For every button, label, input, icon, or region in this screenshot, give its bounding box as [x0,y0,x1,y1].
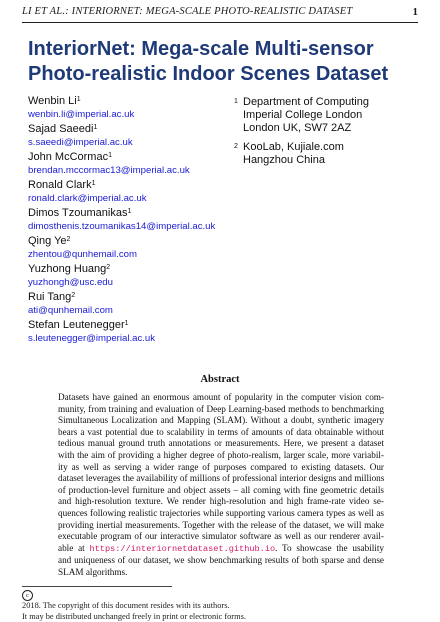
author-email[interactable]: ati@qunhemail.com [28,304,238,317]
author-entry [28,234,238,262]
author-name: Rui Tang$^2$ [28,290,238,304]
dataset-link[interactable]: https://interiornetdataset.github.io [89,544,275,554]
author-name: Yuzhong Huang$^2$ [28,262,238,276]
author-entry [28,178,238,206]
header-rule [22,22,418,23]
author-entry [28,150,238,178]
abstract-line: executable program of our interactive simulator software as well as our renderer avail- [58,531,384,543]
author-entry [28,206,238,234]
abstract-line: ity as well as serving a wider range of purposes compared to existing datasets. Our [58,462,384,474]
author-name: Dimos Tzoumanikas$^1$ [28,206,238,220]
abstract-line: of production-level furniture and object assets – all coming with fine geometric details [58,485,384,497]
author-name: Qing Ye$^2$ [28,234,238,248]
abstract-link-line: able at https://interiornetdataset.github.io. To showcase the usability [58,543,384,556]
author-email[interactable]: brendan.mccormac13@imperial.ac.uk [28,164,238,177]
abstract-heading: Abstract [0,374,440,385]
affiliation-2: 2 KooLab, Kujiale.com Hangzhou China [234,141,424,167]
abstract-line: tedious manual ground truth annotations or measurements. Here, we present a dataset [58,438,384,450]
author-email[interactable]: wenbin.li@imperial.ac.uk [28,108,238,121]
author-name: Wenbin Li$^1$ [28,94,238,108]
author-list [28,94,238,346]
author-entry [28,290,238,318]
abstract-line: with the aim of providing a higher degree of photo-realism, larger scale, more variabil- [58,450,384,462]
copyright-footer [22,590,246,622]
title-line-1: InteriorNet: Mega-scale Multi-sensor [28,37,428,62]
author-name: Stefan Leutenegger$^1$ [28,318,238,332]
abstract-body [58,392,384,579]
abstract-line: bears a vast potential due to scalability in terms of amounts of data obtainable without [58,427,384,439]
abstract-line: Datasets have gained an enormous amount of popularity in the computer vision com- [58,392,384,404]
author-email[interactable]: yuzhongh@usc.edu [28,276,238,289]
copyright-line: c 2018. The copyright of this document resides with its authors. [22,590,246,612]
abstract-line: providing inertial measurements. Together with the release of the dataset, we will make [58,520,384,532]
author-email[interactable]: s.leutenegger@imperial.ac.uk [28,332,238,345]
abstract-line: dataset leverages the availability of millions of professional interior designs and millions [58,473,384,485]
footnote-rule [22,586,172,587]
author-entry [28,318,238,346]
author-entry [28,122,238,150]
abstract-line: quences following realistic trajectories while supporting various camera types as well as [58,508,384,520]
author-entry [28,94,238,122]
running-title: LI ET AL.: INTERIORNET: MEGA-SCALE PHOTO-REALISTIC DATASET [22,6,352,17]
running-header [22,6,418,22]
author-email[interactable]: s.saeedi@imperial.ac.uk [28,136,238,149]
abstract-line: Simultaneous Localization and Mapping (SLAM). Without a doubt, synthetic imagery [58,415,384,427]
author-email[interactable]: dimosthenis.tzoumanikas14@imperial.ac.uk [28,220,238,233]
copyright-icon: c [22,590,33,601]
author-entry [28,262,238,290]
abstract-line: munity, from training and evaluation of Deep Learning-based methods to benchmarking [58,404,384,416]
license-line: It may be distributed unchanged freely in print or electronic forms. [22,612,246,622]
author-email[interactable]: ronald.clark@imperial.ac.uk [28,192,238,205]
paper-title [28,37,428,87]
author-name: John McCormac$^1$ [28,150,238,164]
page-number: 1 [413,6,419,18]
author-name: Sajad Saeedi$^1$ [28,122,238,136]
affiliation-1: 1 Department of Computing Imperial College London London UK, SW7 2AZ [234,96,424,135]
abstract-line: SLAM algorithms. [58,567,384,579]
abstract-line: and uniqueness of our dataset, we show benchmarking results of both sparse and dense [58,555,384,567]
title-line-2: Photo-realistic Indoor Scenes Dataset [28,62,428,87]
abstract-line: and high-resolution texture. We render high-resolution and high frame-rate video se- [58,496,384,508]
author-email[interactable]: zhentou@qunhemail.com [28,248,238,261]
author-name: Ronald Clark$^1$ [28,178,238,192]
affiliations [234,96,424,173]
